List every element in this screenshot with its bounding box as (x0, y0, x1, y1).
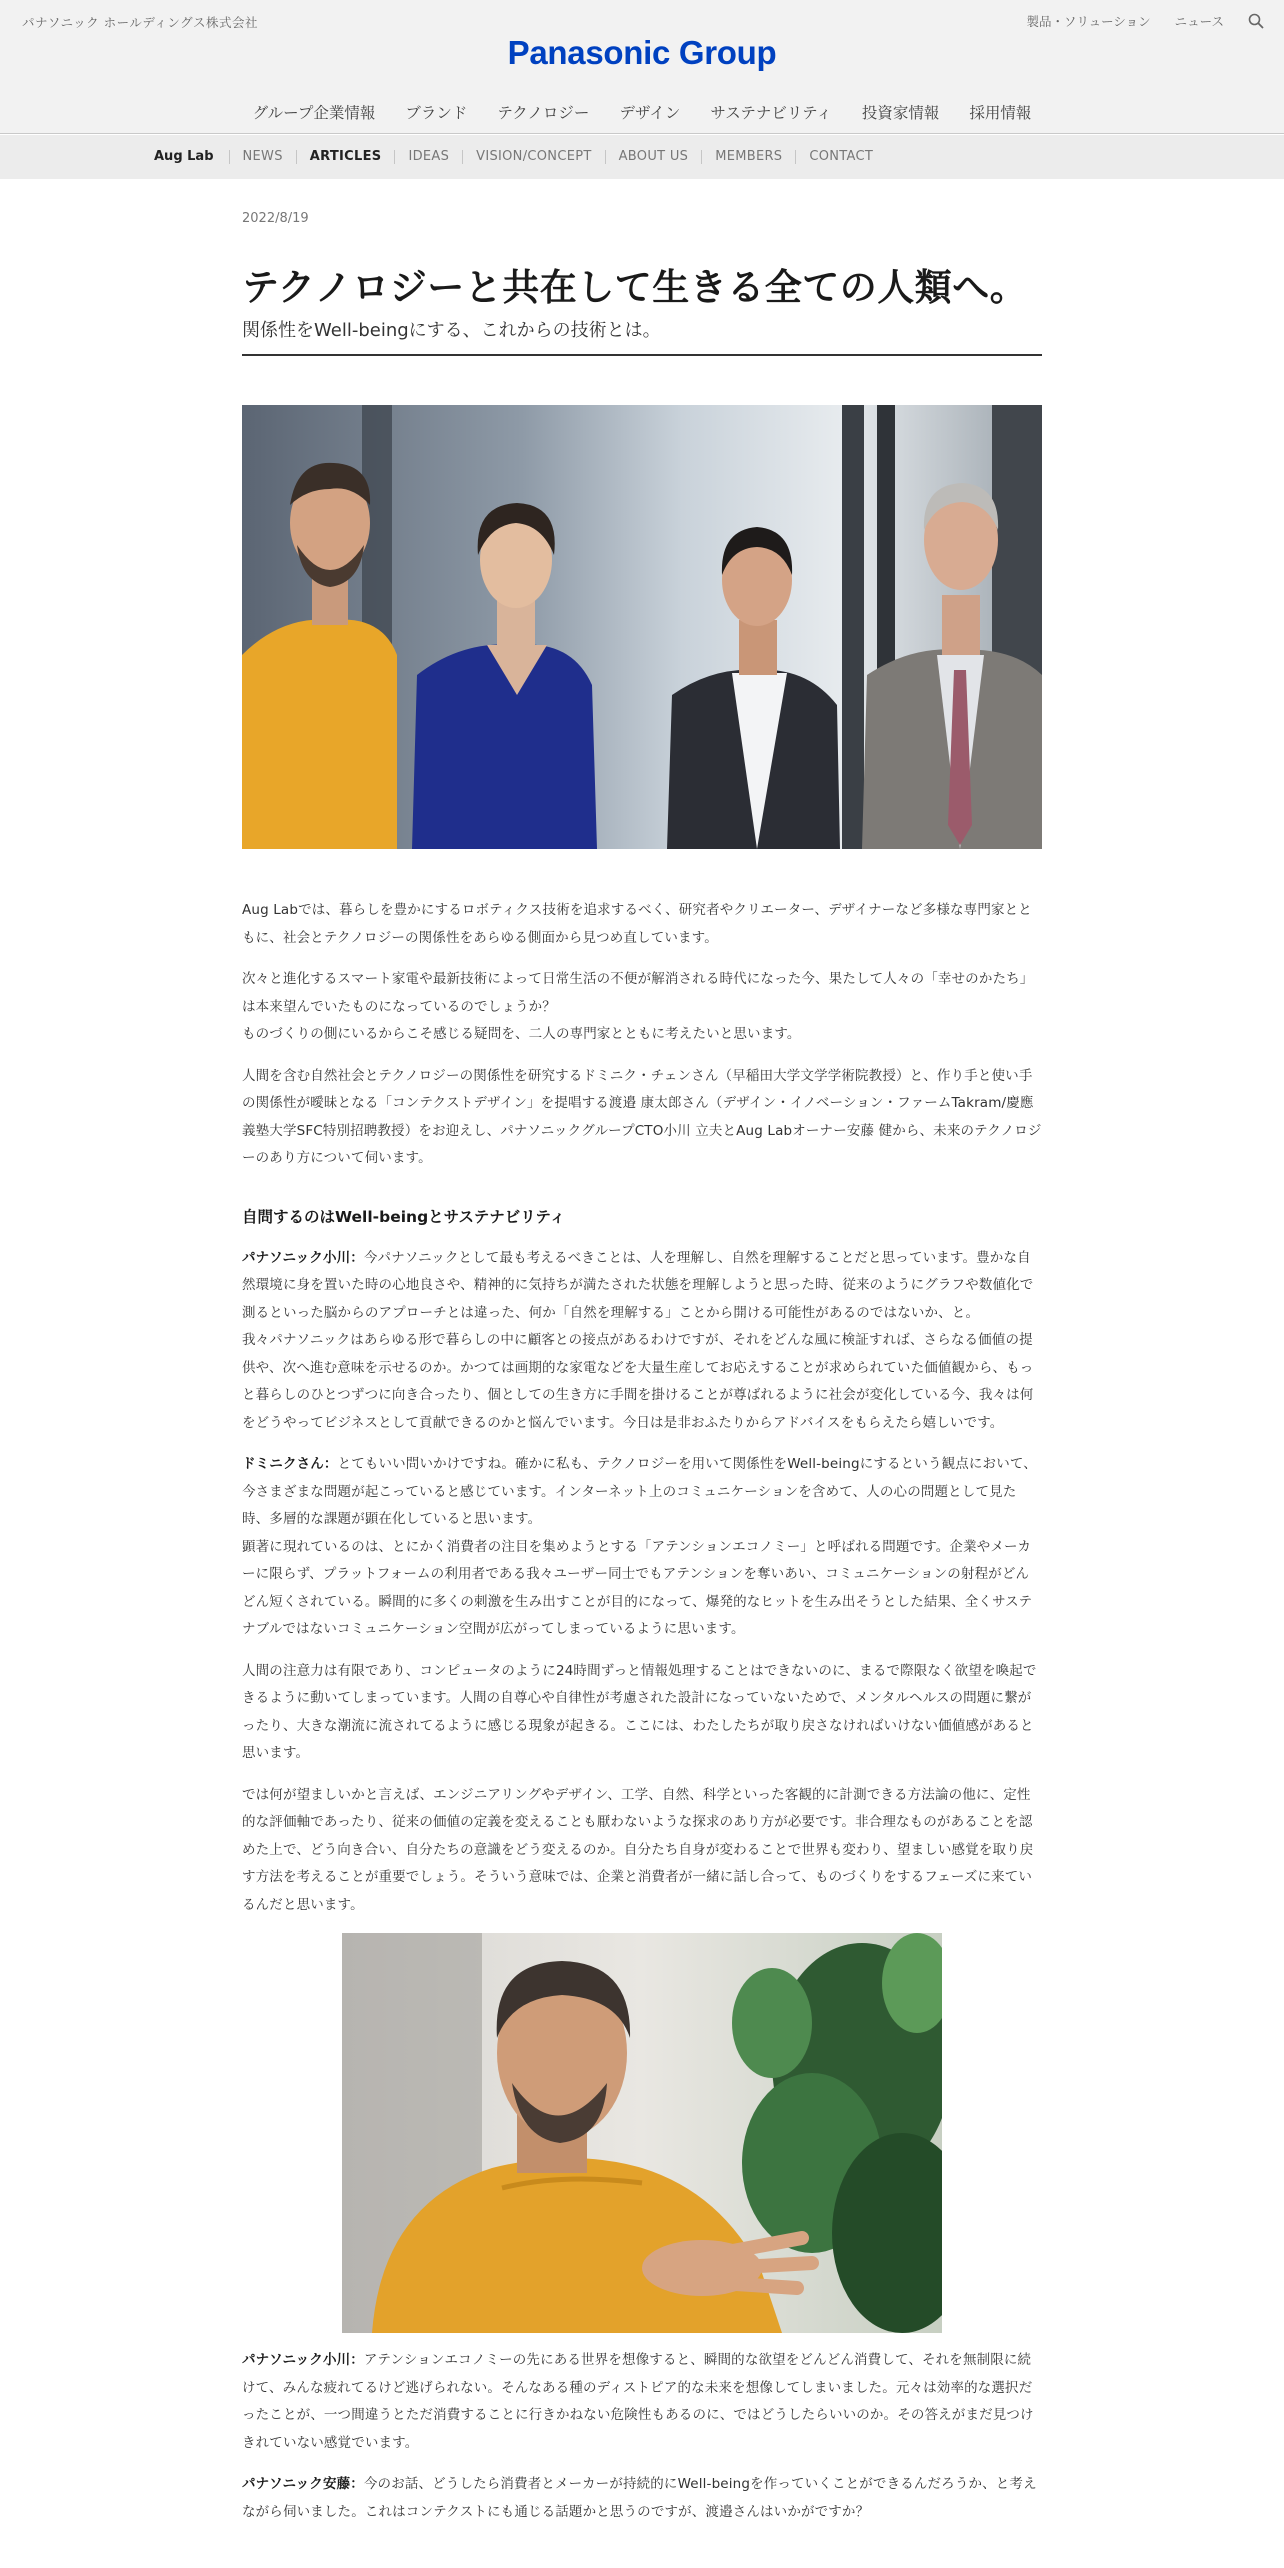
body-paragraph-values: では何が望ましいかと言えば、エンジニアリングやデザイン、工学、自然、科学といった客観的に計測できる方法論の他に、定性的な評価軸であったり、従来の価値の定義を変えることも厭わないような探求のあり方が必要です。非合理なものがあることを認めた上で、どう向き合い、自分たちの意識をどう変えるのか。自分たち自身が変わることで世界も変わり、望ましい感覚を取り戻す方法を考えることが重要でしょう。そういう意味では、企業と消費者が一緒に話し合って、ものづくりをするフェーズに来ているんだと思います。 (242, 1786, 1034, 1913)
util-link-products[interactable]: 製品・ソリューション (1026, 14, 1151, 29)
qa-paragraph-dominique-1 (242, 1451, 1042, 1644)
util-link-news[interactable]: ニュース (1174, 14, 1224, 29)
nav-group-info[interactable]: グループ企業情報 (252, 104, 376, 122)
utility-links (1026, 12, 1264, 30)
intro-paragraph-3: 人間を含む自然社会とテクノロジーの関係性を研究するドミニク・チェンさん（早稲田大学文学学術院教授）と、作り手と使い手の関係性が曖昧となる「コンテクストデザイン」を提唱する渡邉 康太郎さん（デザイン・イノベーション・ファームTakram/慶應義塾大学SFC特別招聘教授）をお迎えし、パナソニックグループCTO小川 立夫とAug Labオーナー安藤 健から、未来のテクノロジーのあり方について伺います。 (242, 1067, 1042, 1166)
subnav-articles[interactable]: ARTICLES (296, 150, 395, 164)
intro-paragraph-2 (242, 966, 1042, 1049)
nav-sustainability[interactable]: サステナビリティ (710, 104, 832, 122)
site-header (0, 0, 1284, 134)
speaker-label: パナソニック小川： (242, 1249, 364, 1266)
article-title: テクノロジーと共在して生きる全ての人類へ。 (242, 266, 1028, 309)
speaker-label: ドミニクさん： (242, 1456, 338, 1472)
hero-photo (242, 405, 1042, 849)
corp-name[interactable]: パナソニック ホールディングス株式会社 (22, 15, 258, 30)
section-heading-wellbeing: 自問するのはWell-beingとサステナビリティ (242, 1207, 566, 1226)
nav-investor[interactable]: 投資家情報 (861, 104, 940, 122)
nav-technology[interactable]: テクノロジー (497, 104, 590, 122)
qa-text: とてもいい問いかけですね。確かに私も、テクノロジーを用いて関係性をWell-beingにするという観点において、今さまざまな問題が起こっていると感じています。インターネット上のコミュニケーションを含めて、人の心の問題として見た時、多層的な課題が顕在化していると思います。 顕著に現れているのは、とにかく消費者の注目を集めようとする「アテンションエコノミー」と呼ばれる問題です。企業やメーカーに限らず、プラットフォームの利用者である我々ユーザー同士でもアテンションを奪いあい、コミュニケーションの射程がどんどん短くされている。瞬間的に多くの刺激を生み出すことが目的になって、爆発的なヒットを生み出そうとした結果、全くサステナブルではないコミュニケーション空間が広がってしまっているように思います。 (242, 1456, 1037, 1637)
global-nav (0, 101, 1284, 123)
qa-paragraph-ogawa-2 (242, 2347, 1042, 2457)
qa-paragraph-ando-1 (242, 2471, 1042, 2526)
nav-recruit[interactable]: 採用情報 (969, 104, 1032, 122)
speaker-label: パナソニック安藤： (242, 2476, 364, 2492)
nav-design[interactable]: デザイン (619, 104, 681, 122)
intro-paragraph-1: Aug Labでは、暮らしを豊かにするロボティクス技術を追求するべく、研究者やクリエーター、デザイナーなど多様な専門家とともに、社会とテクノロジーの関係性をあらゆる側面から見つめ直しています。 (242, 902, 1032, 946)
search-icon[interactable] (1248, 13, 1264, 29)
subnav-vision-concept[interactable]: VISION/CONCEPT (462, 150, 604, 164)
qa-text: 今のお話、どうしたら消費者とメーカーが持続的にWell-beingを作っていくことができるんだろうか、と考えながら伺いました。これはコンテクストにも通じる話題かと思うのですが、渡邉さんはいかがですか？ (242, 2476, 1037, 2520)
intro-paragraph-2-text: 次々と進化するスマート家電や最新技術によって日常生活の不便が解消される時代になった今、果たして人々の「幸せのかたち」は本来望んでいたものになっているのでしょうか？ ものづくりの側にいるからこそ感じる疑問を、二人の専門家とともに考えたいと思います。 (242, 971, 1034, 1042)
nav-brand[interactable]: ブランド (405, 104, 468, 122)
subnav-ideas[interactable]: IDEAS (394, 150, 462, 164)
article-body (242, 897, 1042, 2540)
aug-lab-subnav (0, 135, 1284, 179)
qa-text: アテンションエコノミーの先にある世界を想像すると、瞬間的な欲望をどんどん消費して、それを無制限に続けて、みんな疲れてるけど逃げられない。そんなある種のディストピア的な未来を想像してしまいました。元々は効率的な選択だったことが、一つ間違うとただ消費することに行きかねない危険性もあるのに、ではどうしたらいいのか。その答えがまだ見つけきれていない感覚でいます。 (242, 2352, 1034, 2451)
panasonic-group-logo[interactable]: Panasonic Group (507, 34, 777, 71)
qa-paragraph-ogawa-1 (242, 1245, 1042, 1438)
body-paragraph-attention: 人間の注意力は有限であり、コンピュータのように24時間ずっと情報処理することはできないのに、まるで際限なく欲望を喚起できるように動いてしまっています。人間の自尊心や自律性が考慮された設計になっていないためで、メンタルヘルスの問題に繋がったり、大きな潮流に流されてるように感じる現象が起きる。ここには、わたしたちが取り戻さなければいけない価値感があると思います。 (242, 1662, 1037, 1761)
interview-photo (342, 1933, 942, 2333)
title-divider (242, 354, 1042, 356)
qa-text: 今パナソニックとして最も考えるべきことは、人を理解し、自然を理解することだと思っています。豊かな自然環境に身を置いた時の心地良さや、精神的に気持ちが満たされた状態を理解しようと思った時、従来のようにグラフや数値化で測るといった脳からのアプローチとは違った、何か「自然を理解する」ことから開ける可能性があるのではないか、と。 我々パナソニックはあらゆる形で暮らしの中に顧客との接点があるわけですが、それをどんな風に検証すれば、さらなる価値の提供や、次へ進む意味を示せるのか。かつては画期的な家電などを大量生産してお応えすることが求められていた価値観から、もっと暮らしのひとつずつに向き合ったり、個としての生き方に手間を掛けることが尊ばれるように社会が変化している今、我々は何をどうやってビジネスとして貢献できるのかと悩んでいます。今日は是非おふたりからアドバイスをもらえたら嬉しいです。 (242, 1249, 1034, 1431)
subnav-home-aug-lab[interactable]: Aug Lab (154, 149, 214, 164)
subnav-news[interactable]: NEWS (229, 150, 296, 164)
article-subtitle: 関係性をWell-beingにする、これからの技術とは。 (242, 320, 661, 341)
subnav-contact[interactable]: CONTACT (795, 150, 886, 164)
subnav-members[interactable]: MEMBERS (701, 150, 795, 164)
subnav-about-us[interactable]: ABOUT US (605, 150, 702, 164)
article-date: 2022/8/19 (242, 211, 309, 226)
speaker-label: パナソニック小川： (242, 2352, 364, 2368)
